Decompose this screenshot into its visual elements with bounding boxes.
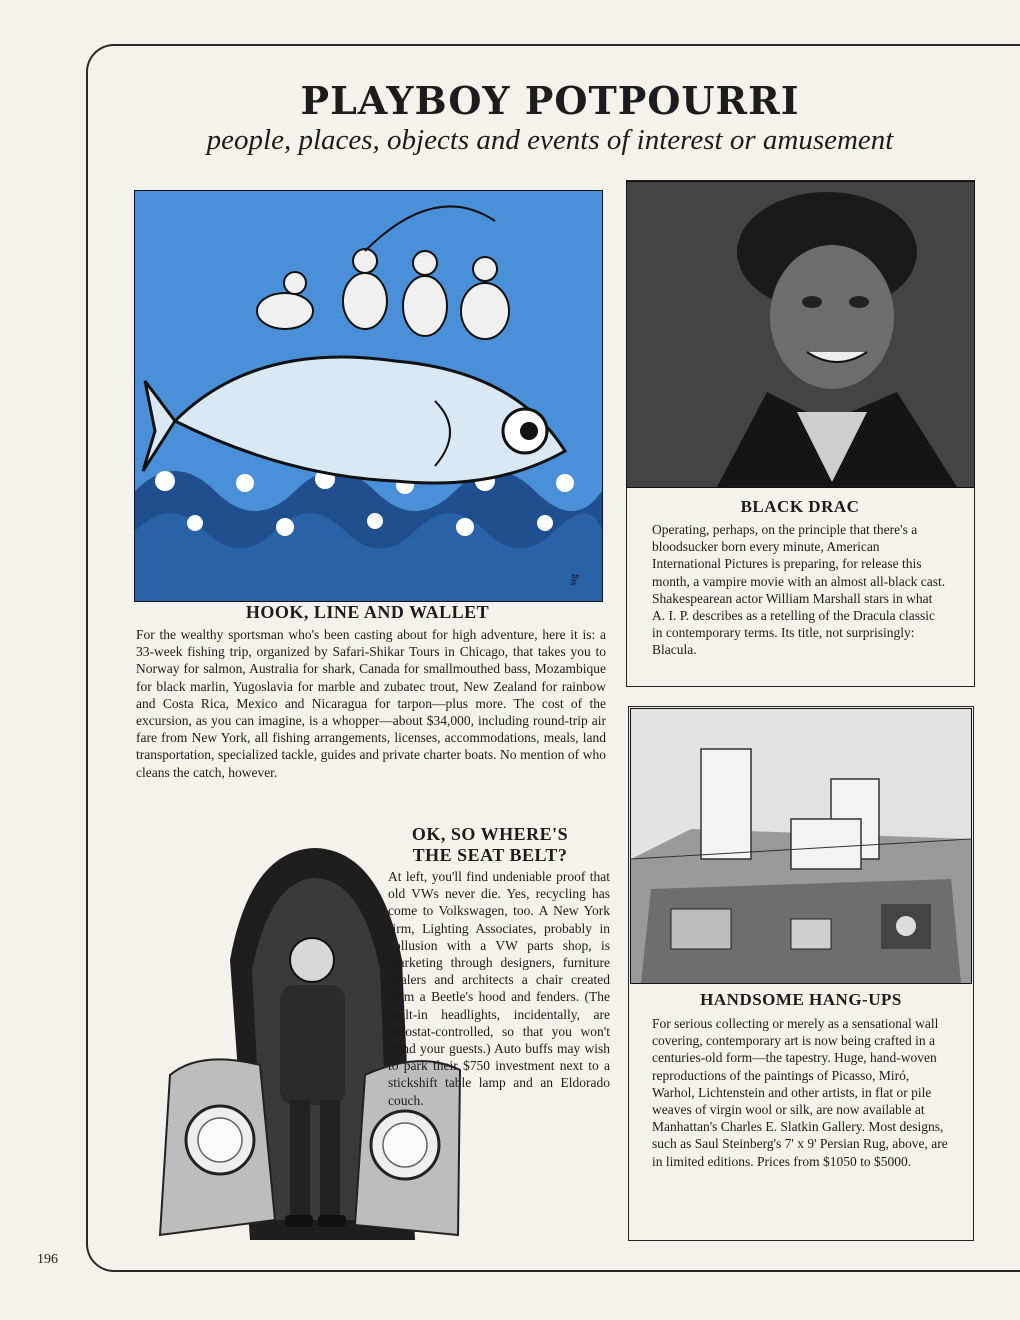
seat-belt-text: At left, you'll find undeniable proof that old VWs never die. Yes, recycling has come to Volkswagen, too. A New York firm, Lighting Associates, probably in collusion with a VW parts shop, is marketing through designers, furniture dealers and architects a chair created from a Beetle's hood and fenders. (The built-in headlights, incidentally, are rheostat-controlled, so that you won't blind your guests.) Auto buffs may wish to park their $750 investment next to a stickshift table lamp and an Eldorado couch. bbox=[388, 869, 610, 1108]
black-drac-text: Operating, perhaps, on the principle that there's a bloodsucker born every minute, American International Pictures is preparing, for release this month, a vampire movie with an almost all-black cast. Shakespearean actor William Marshall stars in what A. I. P. describes as a retelling of the Dracula classic in contemporary terms. Its title, not surprisingly: Blacula. bbox=[652, 522, 946, 658]
fishing-illustration bbox=[134, 190, 603, 602]
hook-line-wallet-title: HOOK, LINE AND WALLET bbox=[245, 602, 490, 622]
handsome-hangups-text: For serious collecting or merely as a sensational wall covering, contemporary art is now being crafted in a centuries-old form—the tapestry. Huge, hand-woven reproductions of the paintings of Picasso, Miró, Warhol, Lichtenstein and other artists, in flat or pile weaves of virgin wool or silk, are now available at Manhattan's Charles E. Slatkin Gallery. Most designs, such as Saul Steinberg's 7' x 9' Persian Rug, above, are in limited editions. Prices from $1050 to $5000. bbox=[652, 1016, 948, 1169]
handsome-hangups-title: HANDSOME HANG-UPS bbox=[700, 990, 902, 1009]
hook-line-wallet-text: For the wealthy sportsman who's been casting about for high adventure, here it is: a 33-week fishing trip, organized by Safari-Shikar Tours in Chicago, that takes you to Norway for salmon, Australia for shark, Canada for smallmouthed bass, Mozambique for black marlin, Yugoslavia for marble and zubatec trout, New Zealand for rainbow and Costa Rica, Mexico and Nicaragua for tarpon—plus more. The cost of the excursion, as you can imagine, is a whopper—about $34,000, including round-trip air fare from New York, all fishing arrangements, licenses, accommodations, meals, land transportation, specialized tackle, guides and private charter boats. No mention of who cleans the catch, however. bbox=[136, 627, 606, 780]
persian-rug-tapestry-image bbox=[630, 708, 972, 984]
black-drac-title: BLACK DRAC bbox=[740, 497, 860, 516]
page-subtitle: people, places, objects and events of interest or amusement bbox=[206, 124, 894, 156]
page-title: PLAYBOY POTPOURRI bbox=[300, 78, 800, 123]
black-drac-photo bbox=[626, 181, 975, 488]
svg-text:sig: sig bbox=[567, 573, 580, 587]
seat-belt-title: OK, SO WHERE'S THE SEAT BELT? bbox=[411, 824, 569, 865]
page-number: 196 bbox=[37, 1252, 58, 1267]
